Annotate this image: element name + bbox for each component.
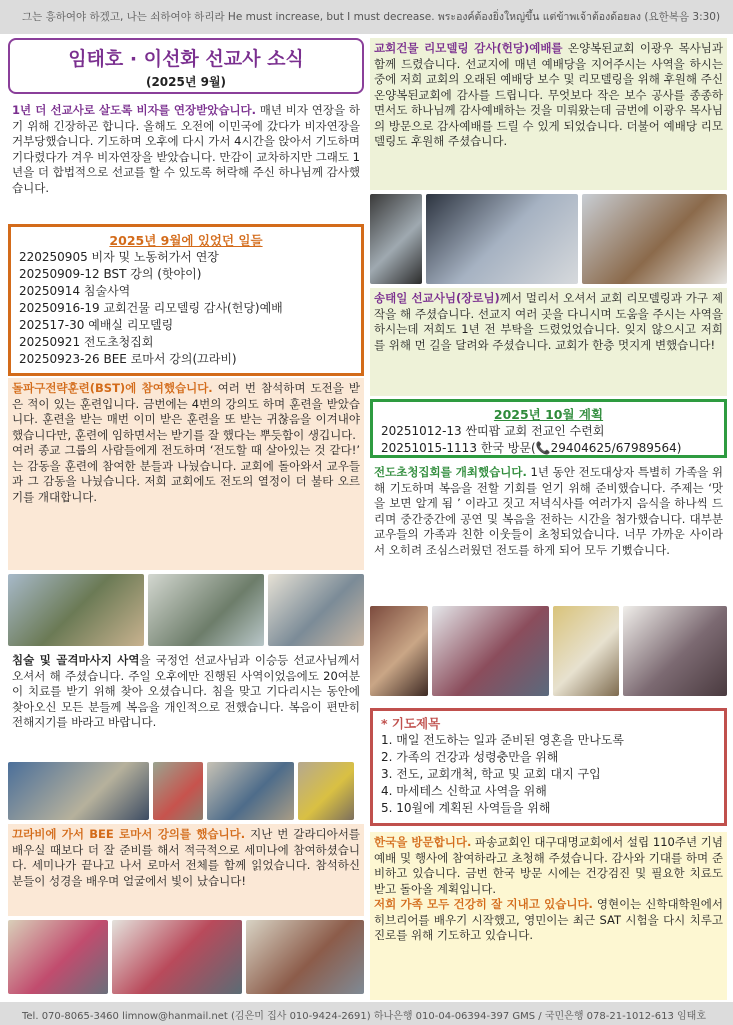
evangelism-headline: 전도초청집회를 개최했습니다. [374, 465, 527, 479]
list-item: 4. 마세테스 신학교 사역을 위해 [381, 784, 547, 798]
newsletter-title [8, 38, 364, 94]
prayer-title: * 기도제목 [381, 716, 441, 731]
evangelism-body: 1년 동안 전도대상자 특별히 가족을 위해 기도하며 복음을 전할 기회를 얻기 위해 준비했습니다. 주제는 ‘맛을 보면 알게 됨 ’ 이라고 짓고 저녁식사를 여러가지 음식을 하나씩 드리며 중간중간에 공연 및 복음을 전하는 시간을 첨가했습니다. 대부분 교우들의 가족과 친한 이웃들이 초청되었습니다. 너무 가까운 사이라서 오히려 조심스러웠던 전도를 하게 되어 모두 기뻤습니다. [374, 465, 723, 557]
visa-body: 매년 비자 연장을 하기 위해 긴장하곤 합니다. 올해도 오전에 이민국에 갔다가 비자연장을 거부당했습니다. 기도하며 오후에 다시 가서 4시간을 앉아서 기도하며 기다렸다가 겨우 비자연장을 받았습니다. 만감이 교차하지만 그래도 1년을 더 합법적으로 선교를 할 수 있도록 허락해 주신 하나님께 감사했습니다. [12, 103, 360, 195]
list-item: 20250923-26 BEE 로마서 강의(끄라비) [19, 352, 237, 366]
krabi-class-photo [112, 920, 242, 994]
song-headline: 송태일 선교사님(장로님) [374, 291, 500, 305]
krabi-body: 지난 번 갈라디아서를 배우실 때보다 더 잘 준비를 해서 적극적으로 세미나에 참여하셨습니다. 세미나가 끝나고 나서 로마서 전체를 함께 읽었습니다. 참석하신 분들이 성경을 배우며 얼굴에서 빛이 났습니다! [12, 827, 361, 888]
prayer-list [381, 732, 716, 817]
family-headline: 저희 가족 모두 건강히 잘 지내고 있습니다. [374, 897, 593, 911]
september-events-title: 2025년 9월에 있었던 일들 [109, 233, 263, 248]
remodel-pulpit-photo [582, 194, 727, 284]
acupuncture-photo-3 [207, 762, 294, 820]
list-item: 2. 가족의 건강과 성령충만을 위해 [381, 750, 559, 764]
remodel-body: 온양복된교회 이광우 목사님과 함께 드렸습니다. 선교지에 매년 예배당을 지어주시는 사역을 하시는 중에 저희 교회의 오래된 예배당 보수 및 리모델링을 위해 후원해 주신 온양복된교회에 감사를 드립니다. 무엇보다 작은 보수 공사를 종종하면서도 하나님께 감사예배하는 것을 미뤄왔는데 금번에 이광우 목사님의 방문으로 감사예배를 드릴 수 있게 되었습니다. 더불어 예배당 리모델링도 후원해 주셨습니다. [374, 41, 724, 148]
visa-headline: 1년 더 선교사로 살도록 비자를 연장받았습니다. [12, 103, 257, 117]
left-column [8, 38, 364, 888]
list-item: 20250909-12 BST 강의 (핫야이) [19, 267, 202, 281]
october-plan-box [370, 399, 727, 458]
september-events-list [19, 249, 353, 368]
song-section [370, 288, 727, 396]
list-item: 20250916-19 교회건물 리모델링 감사(헌당)예배 [19, 301, 283, 315]
korea-visit-headline: 한국을 방문합니다. [374, 835, 472, 849]
family-body: 영현이는 신학대학원에서 히브리어를 배우기 시작했고, 영민이는 최근 SAT 시험을 다시 치루고 진로를 위해 기도하고 있습니다. [374, 897, 723, 942]
remodel-photos [370, 194, 727, 284]
acupuncture-photo-4 [298, 762, 354, 820]
bst-headline: 돌파구전략훈련(BST)에 참여했습니다. [12, 381, 213, 395]
bst-body-2: 여러 종교 그룹의 사람들에게 전도하며 ‘전도할 때 살아있는 것 같다!’ 는 감동을 훈련에 참여한 분들과 나눴습니다. 교회에 돌아와서 교우들과 그 감동을 나눴습니다. 저희 교회에도 전도의 열정이 더 불타 오르기를 개대합니다. [12, 443, 360, 504]
krabi-group-photo [8, 920, 108, 994]
list-item: 1. 매일 전도하는 일과 준비된 영혼을 만나도록 [381, 733, 624, 747]
krabi-study-photo [246, 920, 364, 994]
list-item: 20251012-13 싼띠팝 교회 전교인 수련회 [381, 424, 605, 438]
evangelism-photo-1 [370, 606, 428, 696]
evangelism-photos [370, 606, 727, 696]
footer-contact: Tel. 070-8065-3460 limnow@hanmail.net (김은미 집사 010-9424-2691) 하나은행 010-04-06394-397 GMS / 국민은행 078-21-1012-613 임태호 [0, 1002, 733, 1025]
prayer-box [370, 708, 727, 826]
korea-visit-body: 파송교회인 대구대명교회에서 설립 110주년 기념 예배 및 행사에 참여하라고 초청해 주셨습니다. 감사와 기대를 하며 준비하고 있습니다. 금번 한국 방문 시에는 건강검진 및 필요한 치료도 받고 돌아올 계획입니다. [374, 835, 724, 896]
page-title: 임태호 · 이선화 선교사 소식 [68, 48, 304, 70]
list-item: 20250914 침술사역 [19, 284, 131, 298]
song-body: 께서 멀리서 오셔서 교회 리모델링과 가구 제작을 해 주셨습니다. 선교지 여러 곳을 다니시며 도움을 주시는 사역을 하시는데 저희도 1년 전 부탁을 드렸었었습니다. 잊지 않으시고 저희를 위해 먼 길을 달려와 주셨습니다. 교회가 한층 멋지게 변했습니다! [374, 291, 723, 352]
acupuncture-section [8, 650, 364, 734]
remodel-door-photo [370, 194, 422, 284]
bst-body: 여러 번 참석하며 도전을 받은 적이 있는 훈련입니다. 금번에는 4번의 강의도 하며 훈련을 받았습니다. 훈련을 받는 매번 이미 받은 훈련을 또 받는 귀찮음을 이겨내야 했습니다만, 훈련에 임하면서는 받기를 잘 했다는 뿌듯함이 생깁니다. [12, 381, 360, 442]
bst-section [8, 378, 364, 570]
evangelism-section [370, 462, 727, 561]
bst-group-photo [8, 574, 144, 646]
visa-section [8, 100, 364, 199]
list-item: 5. 10월에 계획된 사역들을 위해 [381, 801, 551, 815]
bst-photos [8, 574, 364, 646]
acupuncture-photos [8, 762, 364, 820]
october-plan-title: 2025년 10월 계획 [493, 407, 604, 422]
krabi-headline: 끄라비에 가서 BEE 로마서 강의를 했습니다. [12, 827, 246, 841]
list-item: 202517-30 예배실 리모델링 [19, 318, 174, 332]
remodel-section [370, 38, 727, 190]
newsletter-date: (2025년 9월) [145, 75, 227, 89]
bst-gathering-photo [268, 574, 364, 646]
acupuncture-treatment-photo [8, 762, 149, 820]
acupuncture-headline: 침술 및 골격마사지 사역 [12, 653, 140, 667]
evangelism-photo-4 [623, 606, 727, 696]
list-item: 20251015-1113 한국 방문(📞29404625/67989564) [381, 441, 682, 455]
remodel-headline: 교회건물 리모델링 감사(헌당)예배를 [374, 41, 563, 55]
list-item: 20250921 전도초청집회 [19, 335, 154, 349]
evangelism-photo-2 [432, 606, 549, 696]
krabi-photos [8, 920, 364, 994]
remodel-interior-photo [426, 194, 578, 284]
september-events-box [8, 224, 364, 376]
list-item: 3. 전도, 교회개척, 학교 및 교회 대지 구입 [381, 767, 601, 781]
krabi-section [8, 824, 364, 916]
korea-family-section [370, 832, 727, 1000]
bst-discussion-photo [148, 574, 264, 646]
list-item: 220250905 비자 및 노동허가서 연장 [19, 250, 219, 264]
october-plan-list [381, 423, 716, 457]
acupuncture-photo-2 [153, 762, 203, 820]
header-verse: 그는 흥하여야 하겠고, 나는 쇠하여야 하리라 He must increase, but I must decrease. พระองค์ต้องยิ่งใหญ่ขึ้น แต่ข้าพเจ้าต้องด้อยลง (요한복음 3:30) [0, 0, 733, 34]
acupuncture-body: 을 국정언 선교사님과 이승등 선교사님께서 오셔서 해 주셨습니다. 주일 오후에만 진행된 사역이었음에도 20여분이 치료를 받기 위해 찾아 오셨습니다. 침을 맞고 기다리시는 동안에 찾아오신 모든 분들께 복음을 개인적으로 전했습니다. 복음이 편만히 전해지기를 바라고 바랍니다. [12, 653, 360, 729]
evangelism-photo-3 [553, 606, 619, 696]
